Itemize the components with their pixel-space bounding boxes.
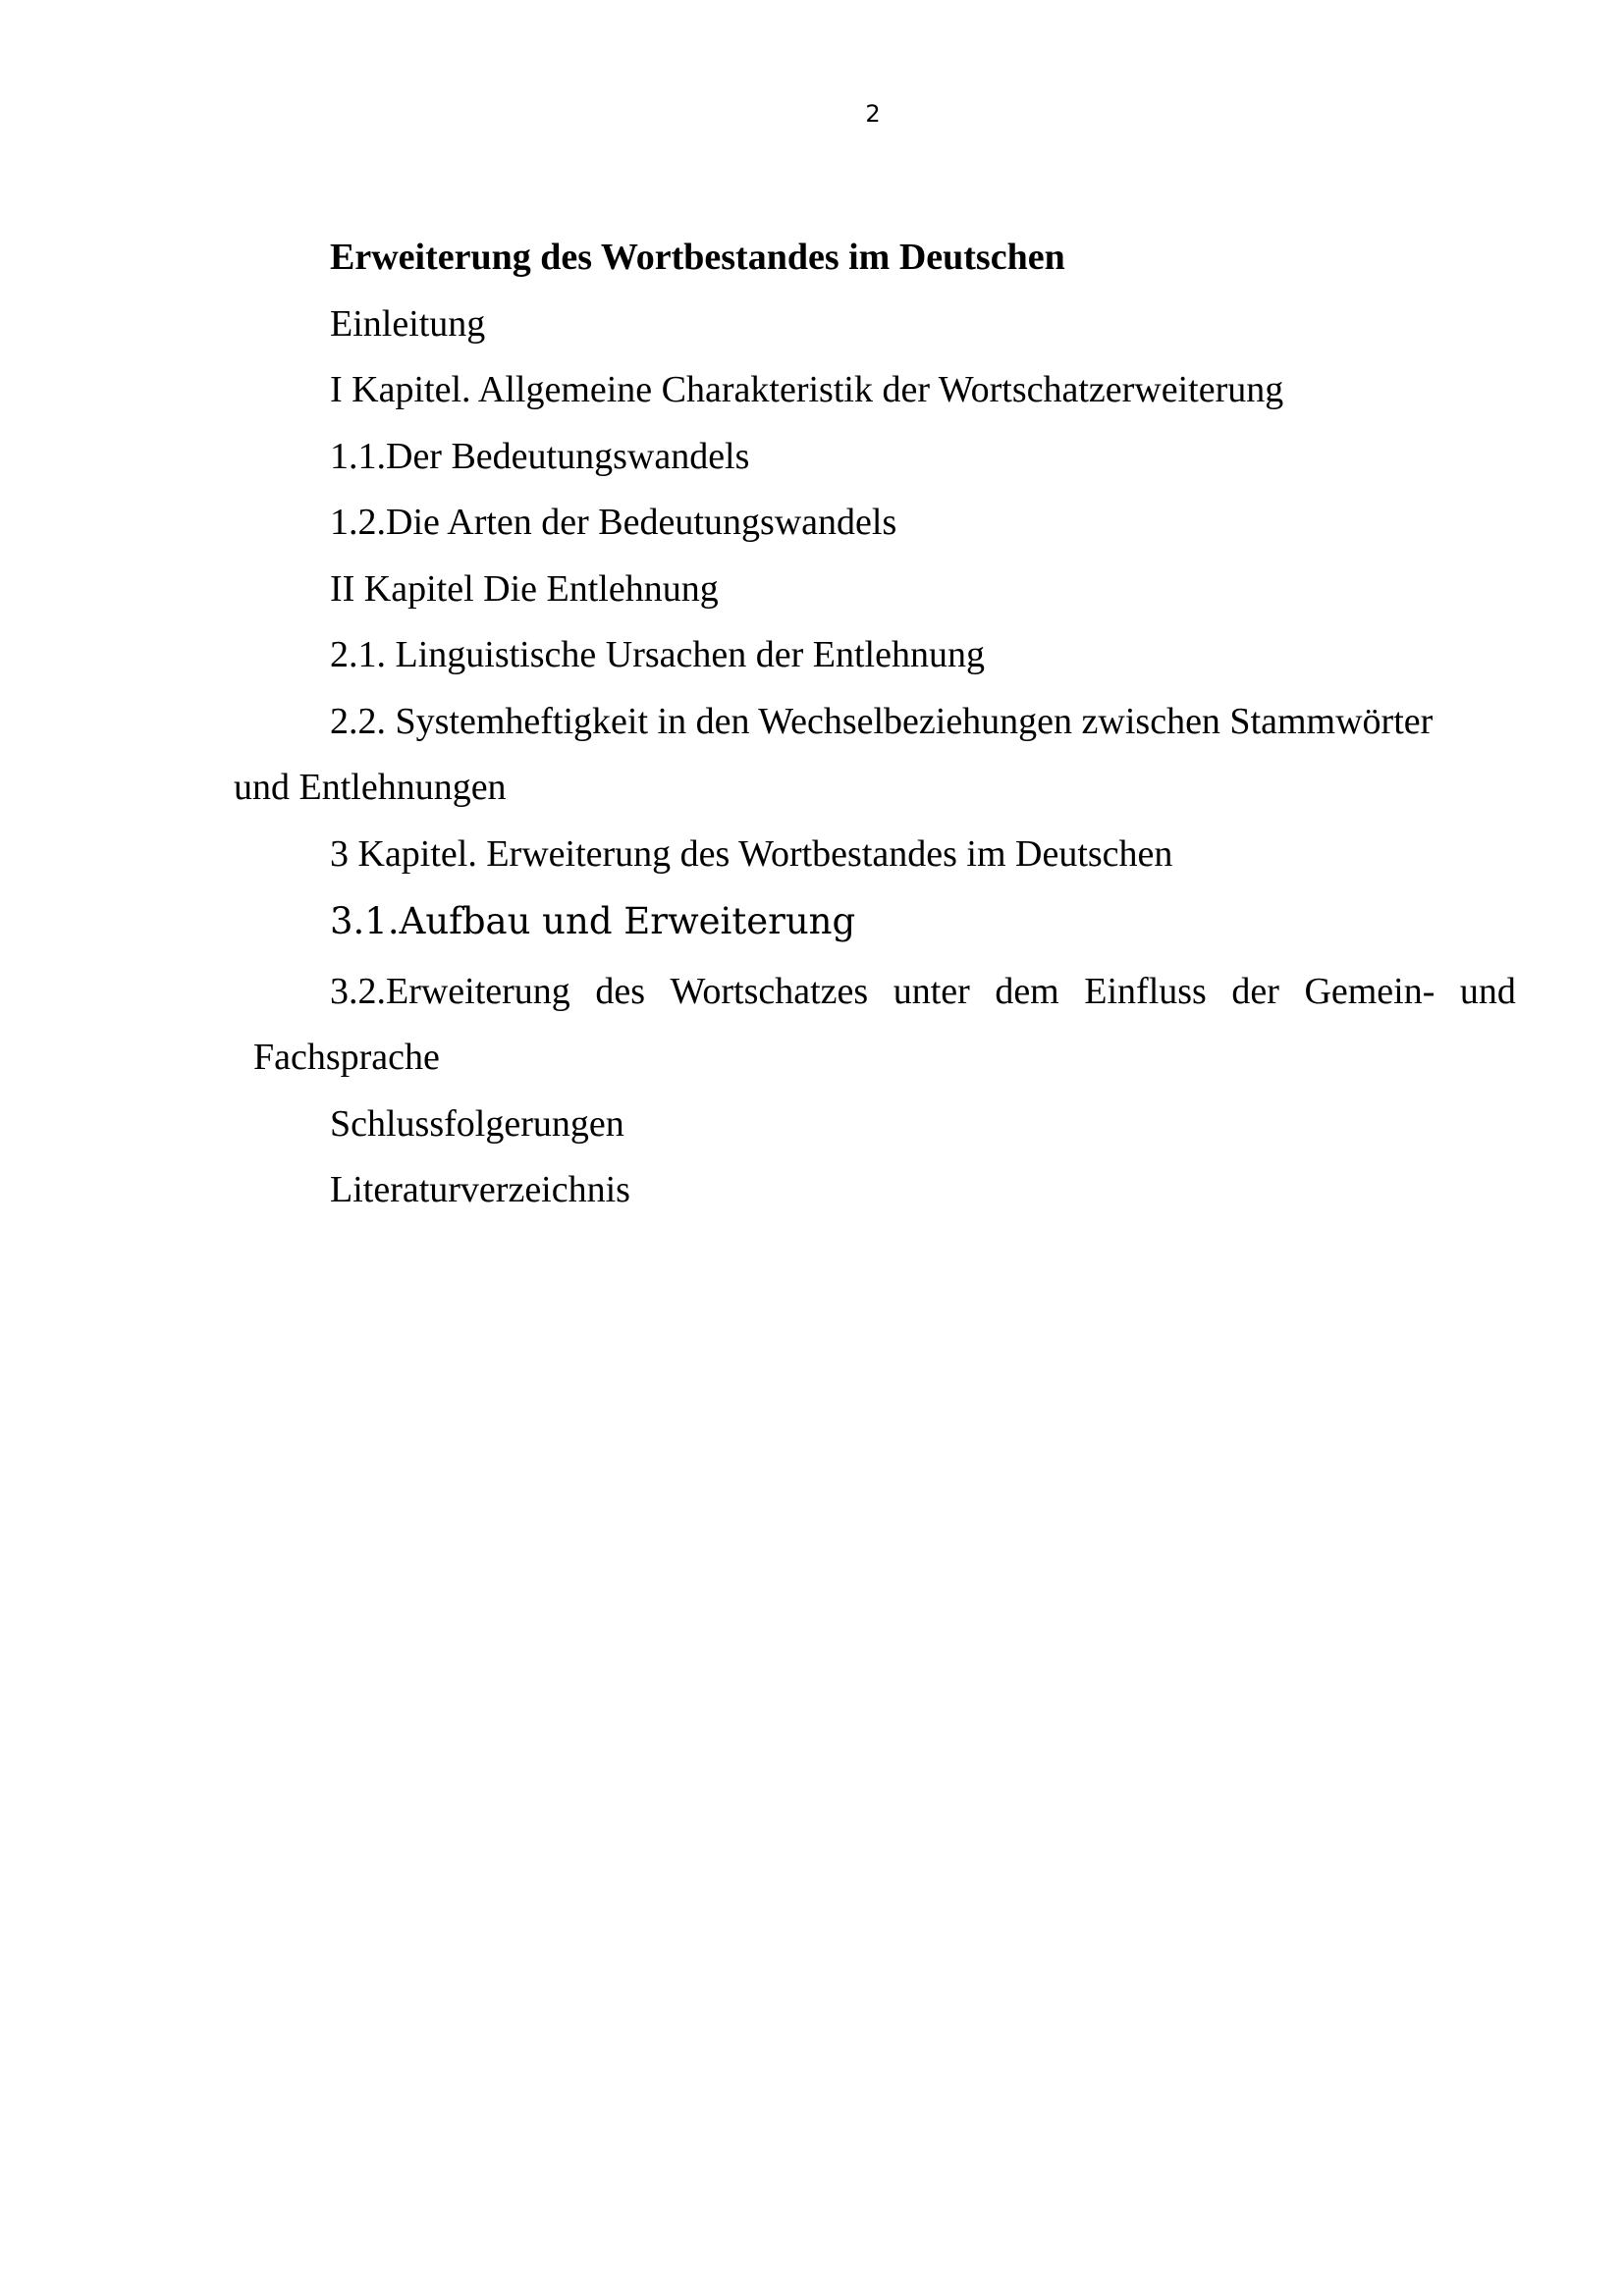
toc-word: Gemein-: [1304, 971, 1435, 1012]
toc-word: der: [1231, 971, 1279, 1012]
toc-entry-3-2-line-1: [330, 970, 1516, 1013]
toc-entry-chapter-1: I Kapitel. Allgemeine Charakteristik der Wortschatzerweiterung: [330, 369, 1284, 410]
toc-word: dem: [995, 971, 1059, 1012]
toc-entry-einleitung: Einleitung: [330, 303, 486, 345]
toc-entry-1-2: 1.2.Die Arten der Bedeutungswandels: [330, 502, 897, 543]
toc-word: unter: [893, 971, 970, 1012]
toc-word: 3.2.Erweiterung: [330, 971, 570, 1012]
toc-entry-2-1: 2.1. Linguistische Ursachen der Entlehnung: [330, 634, 985, 675]
toc-title: Erweiterung des Wortbestandes im Deutschen: [330, 237, 1065, 278]
toc-entry-3-1: 3.1.Aufbau und Erweiterung: [330, 900, 856, 942]
toc-entry-2-2-line-2: und Entlehnungen: [234, 767, 507, 808]
page-number: 2: [865, 100, 881, 128]
toc-word: Einfluss: [1084, 971, 1207, 1012]
toc-entry-bibliography: Literaturverzeichnis: [330, 1169, 630, 1210]
toc-word: Wortschatzes: [670, 971, 869, 1012]
toc-entry-1-1: 1.1.Der Bedeutungswandels: [330, 436, 750, 477]
toc-entry-3-2-line-2: Fachsprache: [253, 1037, 440, 1078]
toc-entry-chapter-2: II Kapitel Die Entlehnung: [330, 568, 719, 610]
toc-word: und: [1459, 971, 1516, 1012]
toc-entry-chapter-3: 3 Kapitel. Erweiterung des Wortbestandes im Deutschen: [330, 833, 1173, 875]
toc-entry-conclusions: Schlussfolgerungen: [330, 1103, 624, 1145]
toc-entry-2-2-line-1: 2.2. Systemheftigkeit in den Wechselbeziehungen zwischen Stammwörter: [330, 701, 1434, 742]
toc-word: des: [595, 971, 645, 1012]
